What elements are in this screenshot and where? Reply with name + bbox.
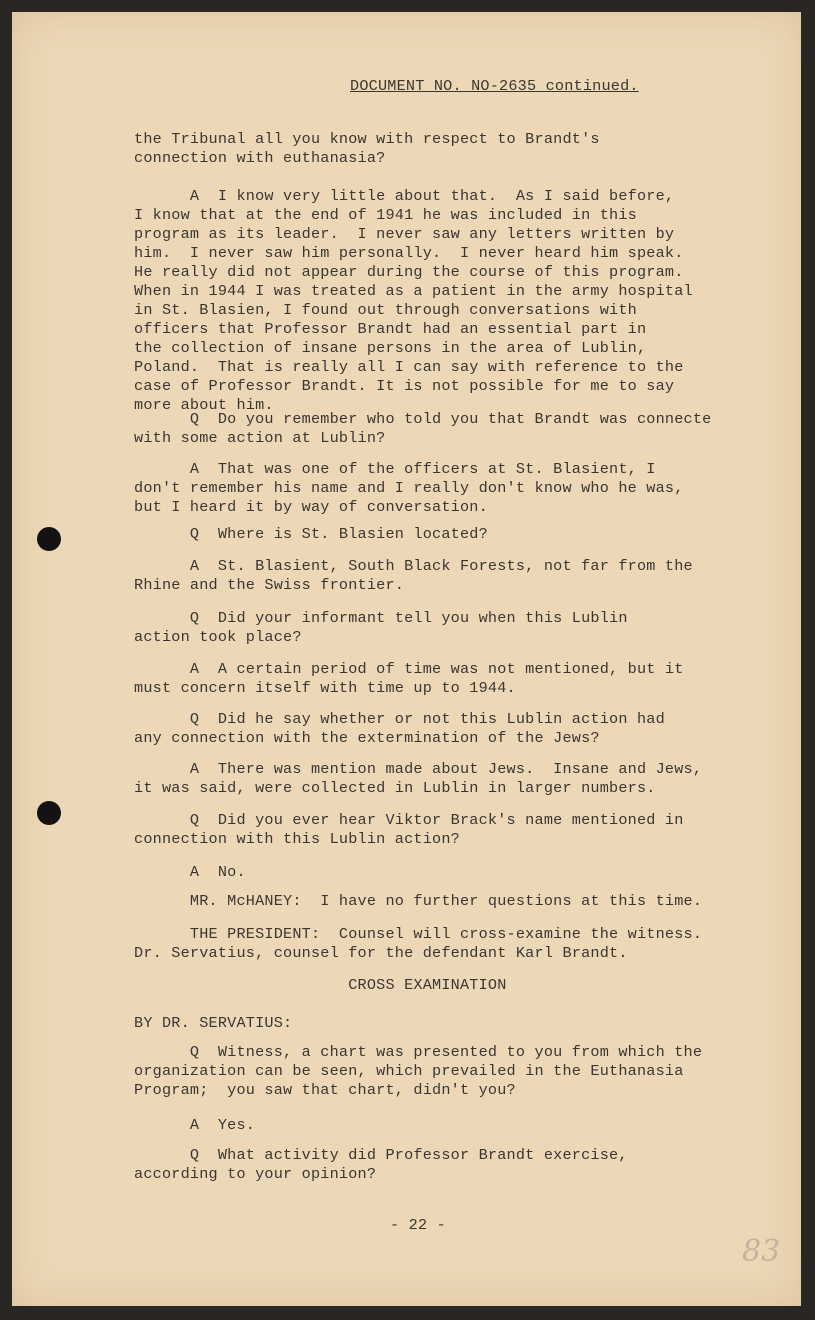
question-jews: Q Did he say whether or not this Lublin action had any connection with the extermination of the Jews?	[134, 710, 665, 747]
paragraph-continuation: the Tribunal all you know with respect to Brandt's connection with euthanasia?	[134, 130, 600, 167]
punch-hole-upper	[37, 527, 61, 551]
document-header: DOCUMENT NO. NO-2635 continued.	[350, 77, 639, 95]
examiner-line: BY DR. SERVATIUS:	[134, 1014, 293, 1032]
president-statement: THE PRESIDENT: Counsel will cross-examine the witness. Dr. Servatius, counsel for the defendant Karl Brandt.	[134, 925, 703, 962]
punch-hole-lower	[37, 801, 61, 825]
answer-location: A St. Blasient, South Black Forests, not far from the Rhine and the Swiss frontier.	[134, 557, 693, 594]
answer-brandt-role: A I know very little about that. As I said before, I know that at the end of 1941 he was included in this program as its leader. I never saw any letters written by him. I never saw him personally. I never heard him speak. He really did not appear during the course of this program. When in 1944 I was treated as a patient in the army hospital in St. Blasien, I found out through conversations with officers that Professor Brandt had an essential part in the collection of insane persons in the area of Lublin, Poland. That is really all I can say with reference to the case of Professor Brandt. It is not possible for me to say more about him.	[134, 187, 693, 414]
answer-no: A No.	[134, 863, 246, 881]
question-location: Q Where is St. Blasien located?	[134, 525, 488, 543]
page-number: - 22 -	[390, 1216, 446, 1234]
question-who-told: Q Do you remember who told you that Brandt was connecte with some action at Lublin?	[134, 410, 712, 447]
answer-yes: A Yes.	[134, 1116, 256, 1134]
answer-when: A A certain period of time was not mentioned, but it must concern itself with time up to 1944.	[134, 660, 684, 697]
answer-jews: A There was mention made about Jews. Insane and Jews, it was said, were collected in Lublin in larger numbers.	[134, 760, 703, 797]
question-brack: Q Did you ever hear Viktor Brack's name mentioned in connection with this Lublin action?	[134, 811, 684, 848]
answer-officers: A That was one of the officers at St. Blasient, I don't remember his name and I really don't know who he was, but I heard it by way of conversation.	[134, 460, 684, 516]
question-when: Q Did your informant tell you when this Lublin action took place?	[134, 609, 628, 646]
question-activity: Q What activity did Professor Brandt exercise, according to your opinion?	[134, 1146, 628, 1183]
mchaney-statement: MR. McHANEY: I have no further questions at this time.	[134, 892, 703, 910]
pencil-annotation: 83	[742, 1234, 781, 1269]
section-heading: CROSS EXAMINATION	[134, 976, 507, 994]
document-page	[12, 12, 801, 1306]
question-chart: Q Witness, a chart was presented to you from which the organization can be seen, which prevailed in the Euthanasia Program; you saw that chart, didn't you?	[134, 1043, 703, 1099]
